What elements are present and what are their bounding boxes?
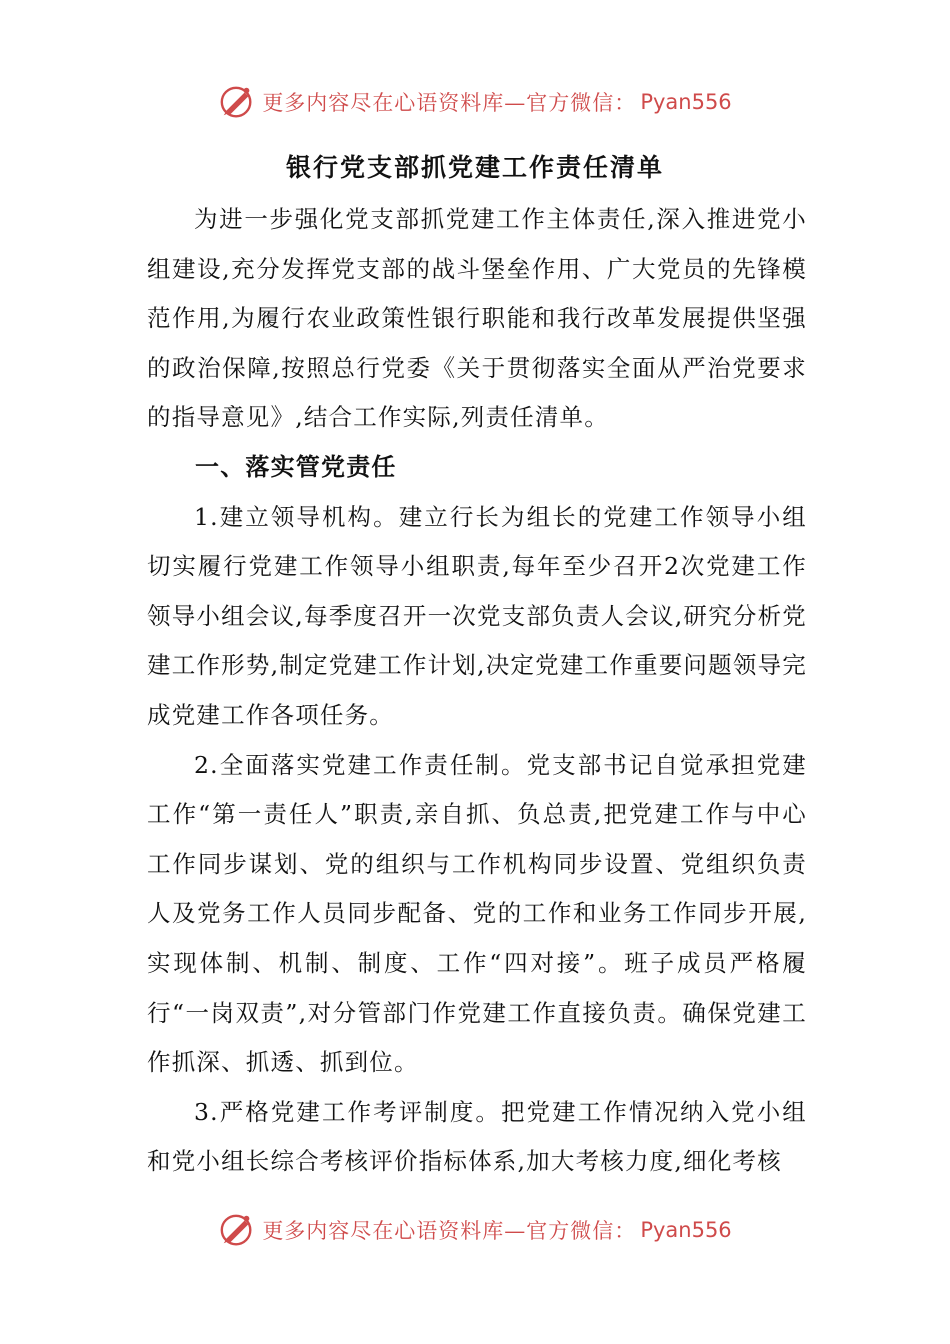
watermark-wechat-id: Pyan556 bbox=[640, 90, 732, 114]
list-item: 1.建立领导机构。建立行长为组长的党建工作领导小组切实履行党建工作领导小组职责,每年至少召开2次党建工作领导小组会议,每季度召开一次党支部负责人会议,研究分析党建工作形势,制定党建工作计划,决定党建工作重要问题领导完成党建工作各项任务。 bbox=[147, 502, 807, 729]
pen-logo-icon bbox=[218, 1211, 256, 1249]
watermark-header bbox=[0, 80, 950, 124]
watermark-wechat-id: Pyan556 bbox=[640, 1218, 732, 1242]
document-title: 银行党支部抓党建工作责任清单 bbox=[285, 153, 664, 182]
list-item: 3.严格党建工作考评制度。把党建工作情况纳入党小组和党小组长综合考核评价指标体系,加大考核力度,细化考核 bbox=[147, 1097, 807, 1176]
watermark-text: 更多内容尽在心语资料库—官方微信： bbox=[262, 1219, 637, 1243]
watermark-text: 更多内容尽在心语资料库—官方微信： bbox=[262, 91, 637, 115]
list-item: 2.全面落实党建工作责任制。党支部书记自觉承担党建工作“第一责任人”职责,亲自抓、负总责,把党建工作与中心工作同步谋划、党的组织与工作机构同步设置、党组织负责人及党务工作人员同步配备、党的工作和业务工作同步开展,实现体制、机制、制度、工作“四对接”。班子成员严格履行“一岗双责”,对分管部门作党建工作直接负责。确保党建工作抓深、抓透、抓到位。 bbox=[147, 750, 807, 1077]
pen-logo-icon bbox=[218, 83, 256, 121]
watermark-footer bbox=[0, 1208, 950, 1252]
intro-paragraph: 为进一步强化党支部抓党建工作主体责任,深入推进党小组建设,充分发挥党支部的战斗堡垒作用、广大党员的先锋模范作用,为履行农业政策性银行职能和我行改革发展提供坚强的政治保障,按照总行党委《关于贯彻落实全面从严治党要求的指导意见》,结合工作实际,列责任清单。 bbox=[147, 205, 807, 432]
section-heading: 一、落实管党责任 bbox=[195, 452, 397, 481]
document-body bbox=[147, 195, 807, 1187]
